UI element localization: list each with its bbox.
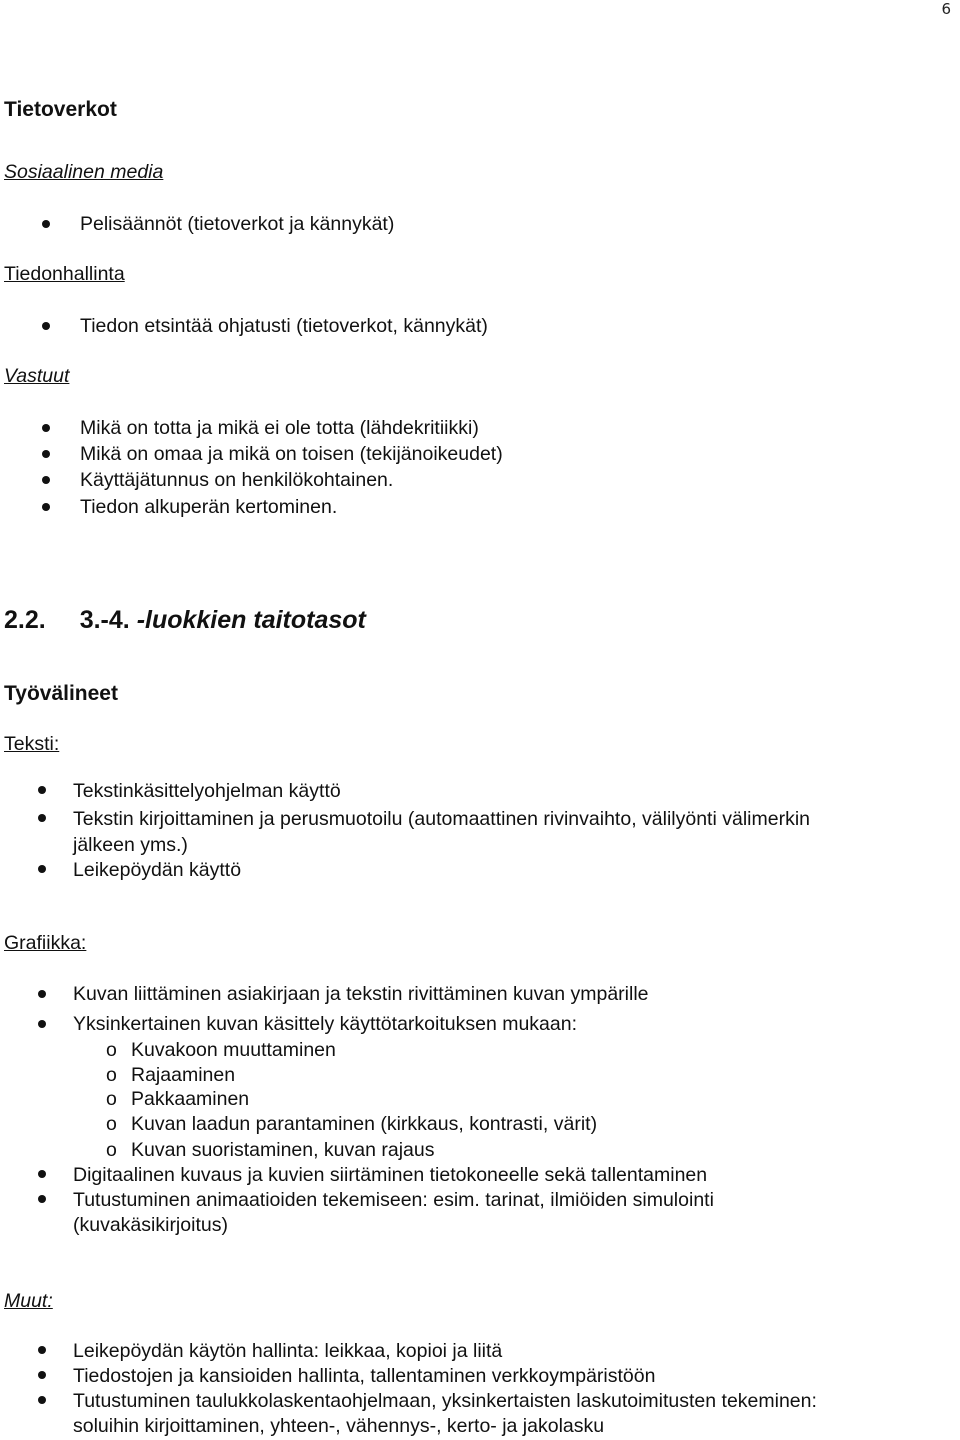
bullet-icon [42,503,50,511]
list-item-continuation: jälkeen yms.) [73,834,188,856]
list-item: Tiedon etsintää ohjatusti (tietoverkot, kännykät) [80,315,488,337]
sub-bullet-icon: o [106,1139,117,1161]
bullet-icon [38,1371,46,1379]
bullet-icon [38,814,46,822]
section-heading-graphics: Grafiikka: [4,932,87,954]
bullet-icon [38,865,46,873]
list-item-continuation: (kuvakäsikirjoitus) [73,1214,228,1236]
list-item: Digitaalinen kuvaus ja kuvien siirtäminen tietokoneelle sekä tallentaminen [73,1164,708,1186]
list-item: Mikä on totta ja mikä ei ole totta (lähdekritiikki) [80,417,479,439]
list-item: Yksinkertainen kuvan käsittely käyttötarkoituksen mukaan: [73,1013,578,1035]
list-item: Leikepöydän käyttö [73,859,242,881]
list-item: Tutustuminen taulukkolaskentaohjelmaan, yksinkertaisten laskutoimitusten tekeminen: [73,1390,817,1412]
sub-bullet-icon: o [106,1113,117,1135]
bullet-icon [38,1170,46,1178]
page-title: Tietoverkot [4,98,117,121]
sub-list-item: Pakkaaminen [131,1088,250,1110]
list-item: Tiedostojen ja kansioiden hallinta, tallentaminen verkkoympäristöön [73,1365,656,1387]
bullet-icon [38,1020,46,1028]
sub-list-item: Kuvakoon muuttaminen [131,1039,336,1061]
list-item: Tekstinkäsittelyohjelman käyttö [73,780,341,802]
sub-bullet-icon: o [106,1088,117,1110]
sub-list-item: Kuvan laadun parantaminen (kirkkaus, kontrasti, värit) [131,1113,598,1135]
tools-heading: Työvälineet [4,682,118,705]
list-item: Pelisäännöt (tietoverkot ja kännykät) [80,213,395,235]
bullet-icon [38,1346,46,1354]
list-item-continuation: soluihin kirjoittaminen, yhteen-, vähennys-, kerto- ja jakolasku [73,1415,605,1437]
bullet-icon [38,786,46,794]
list-item: Kuvan liittäminen asiakirjaan ja tekstin rivittäminen kuvan ympärille [73,983,649,1005]
grade-heading-text: -luokkien taitotasot [136,606,366,634]
list-item: Tiedon alkuperän kertominen. [80,496,338,518]
bullet-icon [38,1195,46,1203]
section-heading-information-management: Tiedonhallinta [4,263,125,285]
section-heading-text: Teksti: [4,733,60,755]
section-heading-social-media: Sosiaalinen media [4,161,164,183]
sub-list-item: Rajaaminen [131,1064,236,1086]
bullet-icon [42,220,50,228]
grade-heading-grades: 3.-4. [79,606,130,634]
page-number: 6 [941,0,951,18]
list-item: Käyttäjätunnus on henkilökohtainen. [80,469,394,491]
bullet-icon [42,424,50,432]
section-heading-responsibilities: Vastuut [4,365,70,387]
bullet-icon [42,450,50,458]
bullet-icon [42,476,50,484]
grade-heading [4,608,366,633]
grade-heading-number: 2.2. [4,606,46,634]
bullet-icon [42,322,50,330]
list-item: Tutustuminen animaatioiden tekemiseen: esim. tarinat, ilmiöiden simulointi [73,1189,714,1211]
sub-bullet-icon: o [106,1039,117,1061]
bullet-icon [38,990,46,998]
section-heading-other: Muut: [4,1290,53,1312]
list-item: Tekstin kirjoittaminen ja perusmuotoilu (automaattinen rivinvaihto, välilyönti välimerkin [73,808,810,830]
list-item: Leikepöydän käytön hallinta: leikkaa, kopioi ja liitä [73,1340,503,1362]
list-item: Mikä on omaa ja mikä on toisen (tekijänoikeudet) [80,443,503,465]
sub-bullet-icon: o [106,1064,117,1086]
bullet-icon [38,1396,46,1404]
sub-list-item: Kuvan suoristaminen, kuvan rajaus [131,1139,435,1161]
